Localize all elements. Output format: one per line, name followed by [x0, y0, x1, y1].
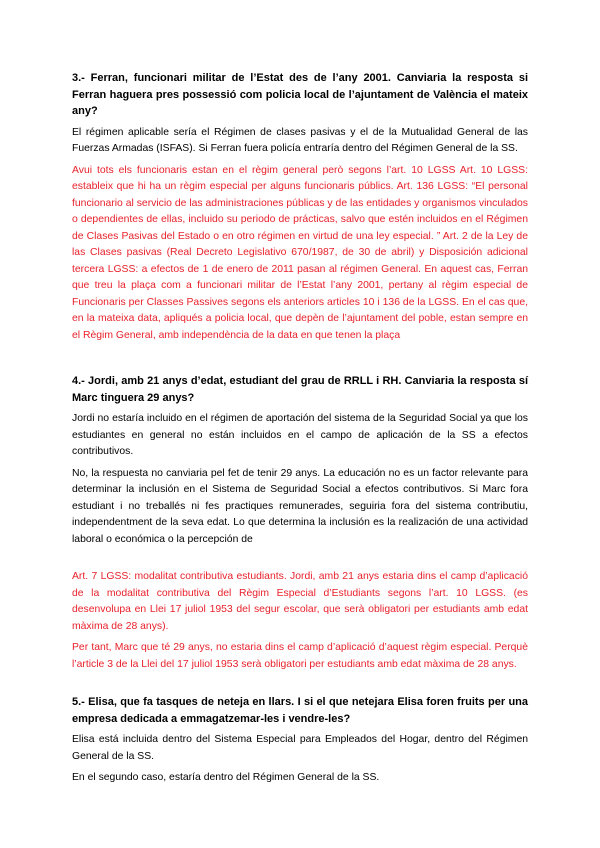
answer-4-red-paragraph-2: Per tant, Marc que té 29 anys, no estaria dins el camp d’aplicació d’aquest règim especial. Perquè l’article 3 de la Llei del 17 juliol 1953 serà obligatori per estudiants amb edat màxima de 28 anys. [72, 642, 528, 670]
answer-4-paragraph-1: Jordi no estaría incluido en el régimen de aportación del sistema de la Seguridad Social ya que los estudiantes en general no están incluidos en el campo de aplicación de la SS a efectos contributivos. [72, 413, 528, 457]
question-5-heading: 5.- Elisa, que fa tasques de neteja en llars. I si el que netejara Elisa foren fruits per una empresa dedicada a emmagatzemar-les i vendre-les? [72, 696, 528, 725]
question-4-heading: 4.- Jordi, amb 21 anys d’edat, estudiant del grau de RRLL i RH. Canviaria la resposta sí Marc tinguera 29 anys? [72, 375, 528, 404]
answer-3-red-paragraph: Avui tots els funcionaris estan en el règim general però segons l’art. 10 LGSS Art. 10 LGSS: estableix que hi ha un règim especial per alguns funcionaris públics. Art. 136 LGSS: “El personal funcionario al servicio de las administraciones públicas y de las entidades y organismos vinculados o dependientes de ellas, incluido su periodo de prácticas, salvo que estén incluidos en el Régimen de Clases Pasivas del Estado o en otro régimen en virtud de una ley especial. ” Art. 2 de la Ley de las Clases pasivas (Real Decreto Legislativo 670/1987, de 30 de abril) y Disposición adicional tercera LGSS: a efectos de 1 de enero de 2011 pasan al régimen General. En aquest cas, Ferran que treu la plaça com a funcionari militar de l’Estat l’any 2001, pertany al règim especial de Funcionaris per Classes Passives segons els anteriors articles 10 i 136 de la LGSS. En el cas que, en la mateixa data, apliqués a policia local, que depèn de l’ajuntament del poble, estan sempre en el Règim General, amb independència de la data en que tenen la plaça [72, 164, 528, 341]
question-3-heading: 3.- Ferran, funcionari militar de l’Estat des de l’any 2001. Canviaria la resposta si Ferran haguera pres possessió com policia local de l’ajuntament de València el mateix any? [72, 72, 528, 117]
section-question-5 [72, 694, 528, 787]
answer-5-paragraph-2: En el segundo caso, estaría dentro del Régimen General de la SS. [72, 772, 380, 783]
answer-3-paragraph: El régimen aplicable sería el Régimen de clases pasivas y el de la Mutualidad General de las Fuerzas Armadas (ISFAS). Si Ferran fuera policía entraría dentro del Régimen General de la SS. [72, 126, 528, 154]
answer-4-red-paragraph-1: Art. 7 LGSS: modalitat contributiva estudiants. Jordi, amb 21 anys estaria dins el camp d’aplicació de la modalitat contributiva del Règim Especial d’Estudiants segons l’art. 10 LGSS. (es desenvolupa en Llei 17 juliol 1953 del segur escolar, que serà obligatori per estudiants amb edat màxima de 28 anys). [72, 571, 528, 632]
answer-4-paragraph-2: No, la respuesta no canviaria pel fet de tenir 29 anys. La educación no es un factor relevante para determinar la inclusión en el Sistema de Seguridad Social a efectos contributivos. Si Marc fora estudiant i no treballés ni fes practiques remunerades, seguiria fora del sistema contributiu, independentment de la seva edat. Lo que determina la inclusión es la realización de una actividad laboral o económica o la percepción de [72, 467, 528, 545]
section-spacer [72, 678, 528, 694]
section-spacer [72, 349, 528, 373]
section-question-4 [72, 373, 528, 673]
paragraph-spacer [72, 553, 528, 569]
answer-5-paragraph-1: Elisa está incluida dentro del Sistema Especial para Empleados del Hogar, dentro del Régimen General de la SS. [72, 734, 528, 762]
section-question-3 [72, 70, 528, 344]
